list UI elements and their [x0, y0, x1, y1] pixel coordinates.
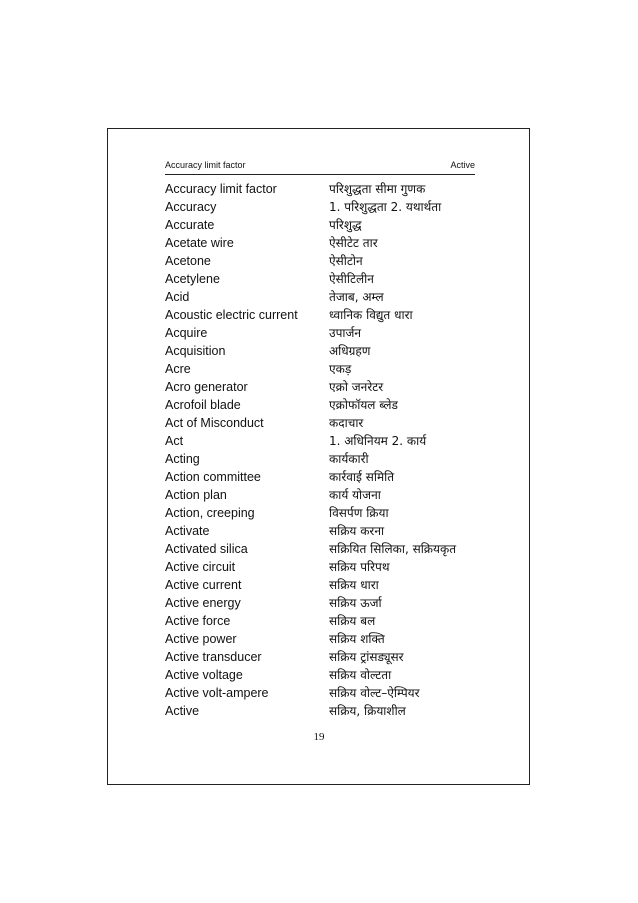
entry-term: Acro generator [165, 380, 248, 394]
entry-term: Action, creeping [165, 506, 255, 520]
entry-hindi-gloss: उपार्जन [329, 326, 362, 340]
glossary-entry [165, 432, 485, 450]
entry-term: Active force [165, 614, 231, 628]
glossary-entry [165, 378, 485, 396]
entry-hindi-gloss: कार्यकारी [329, 452, 369, 466]
entry-term: Acetate wire [165, 236, 234, 250]
entry-hindi-gloss: एकड़ [329, 362, 352, 376]
glossary-entry [165, 540, 485, 558]
entry-hindi-gloss: 1. अधिनियम 2. कार्य [329, 434, 427, 448]
entry-hindi-gloss: 1. परिशुद्धता 2. यथार्थता [329, 200, 442, 214]
entry-term: Active current [165, 578, 242, 592]
running-header [165, 158, 475, 172]
glossary-list [165, 180, 485, 720]
glossary-entry [165, 522, 485, 540]
glossary-entry [165, 612, 485, 630]
entry-hindi-gloss: कदाचार [329, 416, 364, 430]
entry-term: Action plan [165, 488, 227, 502]
glossary-entry [165, 666, 485, 684]
glossary-entry [165, 648, 485, 666]
glossary-entry [165, 558, 485, 576]
glossary-entry [165, 486, 485, 504]
entry-hindi-gloss: सक्रिय ट्रांसड्यूसर [329, 650, 404, 664]
glossary-entry [165, 288, 485, 306]
glossary-entry [165, 702, 485, 720]
glossary-entry [165, 270, 485, 288]
glossary-entry [165, 684, 485, 702]
glossary-entry [165, 180, 485, 198]
glossary-entry [165, 342, 485, 360]
entry-hindi-gloss: सक्रियित सिलिका, सक्रियकृत [329, 542, 457, 556]
entry-hindi-gloss: सक्रिय धारा [329, 578, 379, 592]
entry-term: Acetone [165, 254, 211, 268]
glossary-entry [165, 576, 485, 594]
entry-hindi-gloss: कार्य योजना [329, 488, 381, 502]
entry-term: Acting [165, 452, 200, 466]
entry-term: Acid [165, 290, 190, 304]
glossary-entry [165, 504, 485, 522]
entry-term: Activated silica [165, 542, 248, 556]
entry-hindi-gloss: ऐसीटोन [329, 254, 363, 268]
entry-term: Accurate [165, 218, 215, 232]
entry-hindi-gloss: ऐसीटेट तार [329, 236, 378, 250]
glossary-entry [165, 594, 485, 612]
entry-hindi-gloss: सक्रिय ऊर्जा [329, 596, 382, 610]
entry-term: Active voltage [165, 668, 243, 682]
entry-term: Act [165, 434, 184, 448]
glossary-entry [165, 216, 485, 234]
entry-term: Acetylene [165, 272, 220, 286]
entry-term: Active volt-ampere [165, 686, 269, 700]
entry-hindi-gloss: परिशुद्ध [329, 218, 362, 232]
entry-hindi-gloss: परिशुद्धता सीमा गुणक [329, 182, 426, 196]
entry-term: Active energy [165, 596, 241, 610]
entry-hindi-gloss: सक्रिय, क्रियाशील [329, 704, 406, 718]
glossary-entry [165, 630, 485, 648]
entry-term: Action committee [165, 470, 261, 484]
glossary-entry [165, 396, 485, 414]
entry-hindi-gloss: ध्वानिक विद्युत धारा [329, 308, 413, 322]
header-last-entry: Active [450, 160, 475, 170]
entry-hindi-gloss: तेजाब, अम्ल [329, 290, 384, 304]
header-first-entry: Accuracy limit factor [165, 160, 246, 170]
entry-hindi-gloss: अधिग्रहण [329, 344, 371, 358]
entry-term: Active power [165, 632, 237, 646]
glossary-entry [165, 324, 485, 342]
entry-term: Acre [165, 362, 191, 376]
entry-term: Activate [165, 524, 210, 538]
entry-term: Active [165, 704, 200, 718]
entry-term: Acoustic electric current [165, 308, 298, 322]
entry-hindi-gloss: ऐसीटिलीन [329, 272, 374, 286]
entry-term: Acquire [165, 326, 208, 340]
glossary-entry [165, 450, 485, 468]
entry-term: Active transducer [165, 650, 262, 664]
header-rule [165, 174, 475, 175]
entry-term: Active circuit [165, 560, 236, 574]
glossary-entry [165, 198, 485, 216]
entry-hindi-gloss: सक्रिय वोल्ट–ऐम्पियर [329, 686, 420, 700]
entry-hindi-gloss: सक्रिय करना [329, 524, 385, 538]
entry-hindi-gloss: एक्रो जनरेटर [329, 380, 384, 394]
glossary-entry [165, 306, 485, 324]
entry-hindi-gloss: सक्रिय शक्ति [329, 632, 385, 646]
entry-term: Acrofoil blade [165, 398, 241, 412]
page-number: 19 [313, 731, 325, 743]
entry-hindi-gloss: एक्रोफॉयल ब्लेड [329, 398, 398, 412]
glossary-entry [165, 360, 485, 378]
glossary-entry [165, 252, 485, 270]
entry-hindi-gloss: कार्रवाई समिति [329, 470, 395, 484]
glossary-entry [165, 414, 485, 432]
entry-term: Acquisition [165, 344, 226, 358]
entry-term: Accuracy limit factor [165, 182, 277, 196]
entry-hindi-gloss: सक्रिय वोल्टता [329, 668, 392, 682]
glossary-entry [165, 234, 485, 252]
entry-hindi-gloss: सक्रिय परिपथ [329, 560, 390, 574]
entry-term: Accuracy [165, 200, 217, 214]
entry-hindi-gloss: विसर्पण क्रिया [329, 506, 389, 520]
entry-term: Act of Misconduct [165, 416, 264, 430]
glossary-entry [165, 468, 485, 486]
entry-hindi-gloss: सक्रिय बल [329, 614, 376, 628]
